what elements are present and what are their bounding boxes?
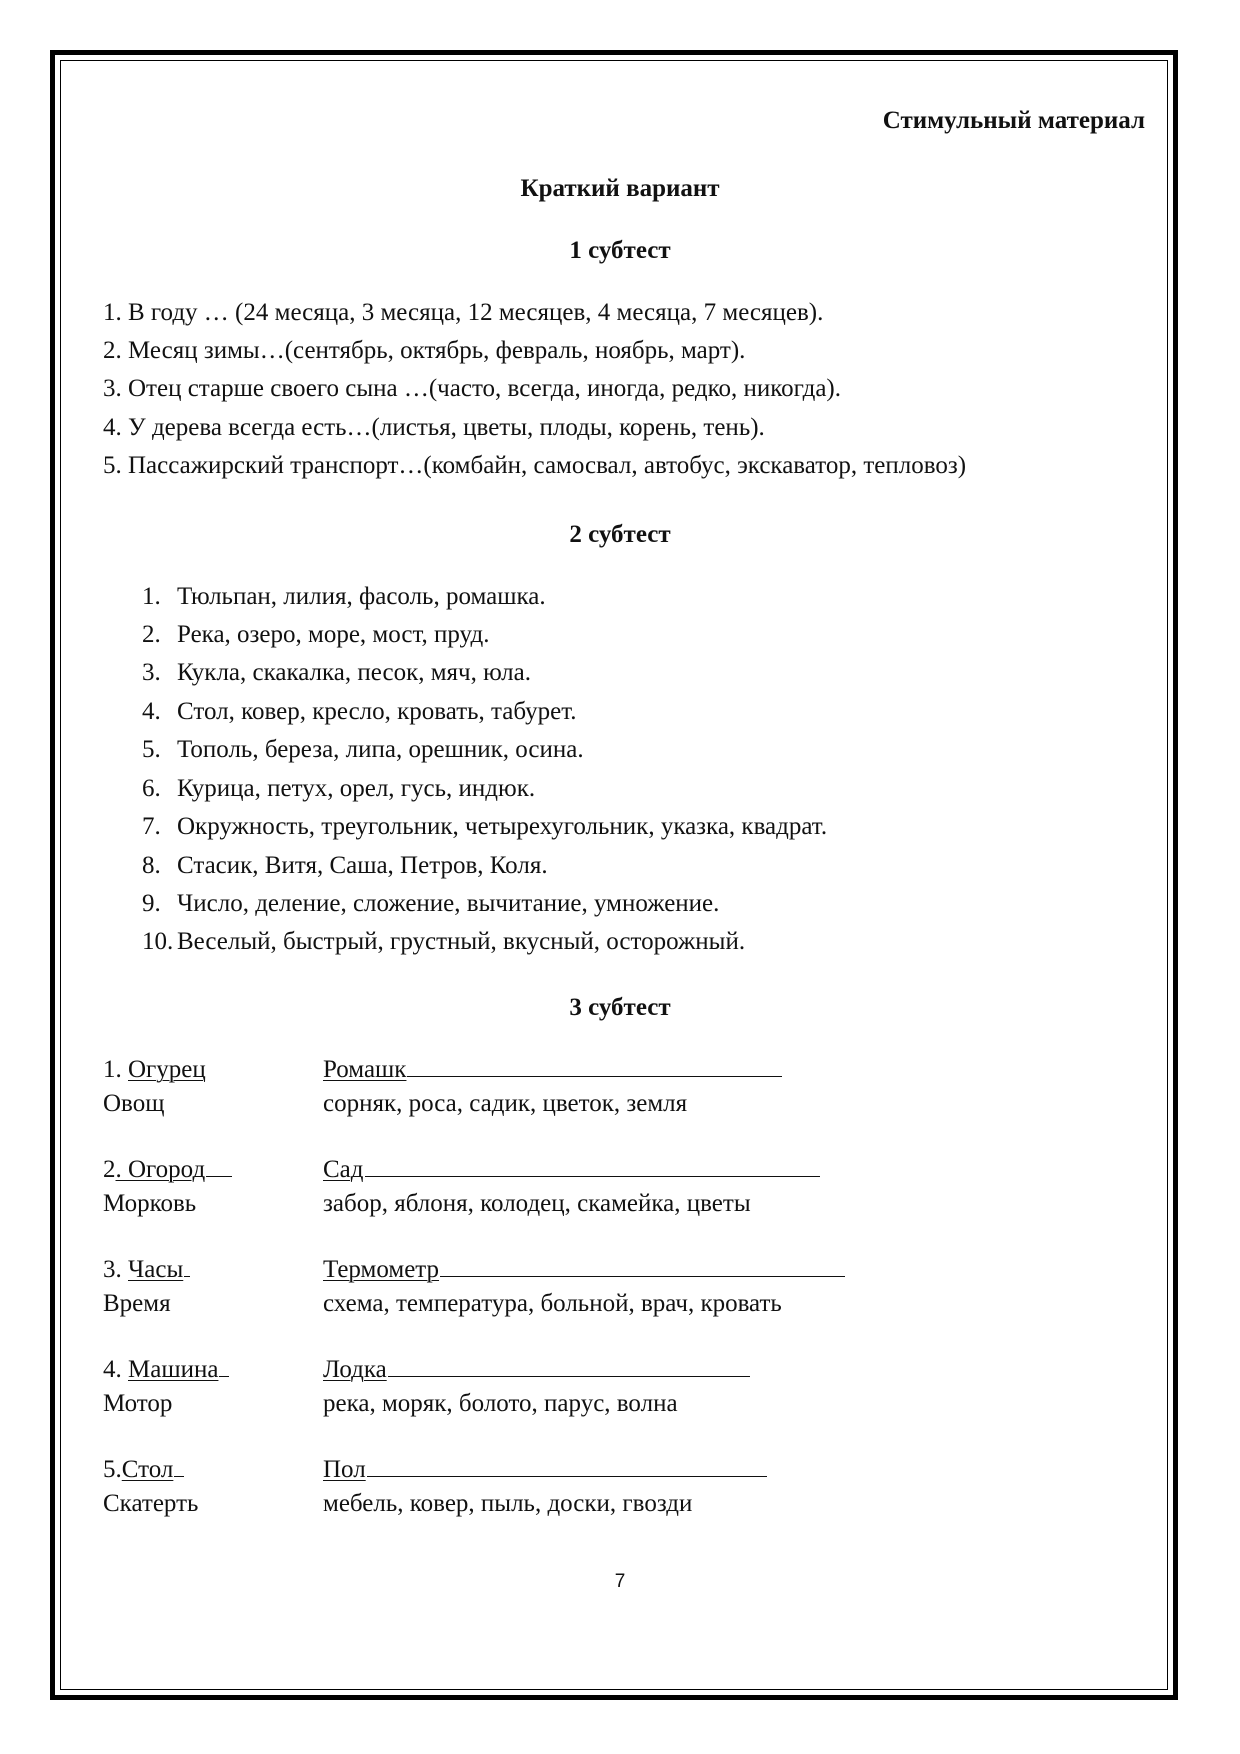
analogy-target <box>323 1055 782 1085</box>
subtest-1-item: 5. Пассажирский транспорт…(комбайн, самосвал, автобус, экскаватор, тепловоз) <box>103 452 967 479</box>
analogy-target <box>323 1355 750 1385</box>
page-number: 7 <box>614 1571 626 1592</box>
analogy-pair: Овощ <box>103 1090 165 1117</box>
subtest-3-title: 3 субтест <box>569 994 671 1021</box>
subtest-1-item: 4. У дерева всегда есть…(листья, цветы, плоды, корень, тень). <box>103 414 765 441</box>
underline-tail <box>206 1176 232 1177</box>
item-text: Стасик, Витя, Саша, Петров, Коля. <box>177 852 548 879</box>
analogy-source-word: Машина <box>128 1356 219 1383</box>
answer-blank-line <box>367 1476 767 1477</box>
header-title: Стимульный материал <box>882 107 1145 134</box>
item-number: 2. <box>142 621 161 648</box>
analogy-number: 2 <box>103 1156 116 1183</box>
analogy-options: сорняк, роса, садик, цветок, земля <box>323 1090 688 1117</box>
item-text: Кукла, скакалка, песок, мяч, юла. <box>177 659 532 686</box>
item-text: Стол, ковер, кресло, кровать, табурет. <box>177 698 577 725</box>
subtest-1-item: 3. Отец старше своего сына …(часто, всегда, иногда, редко, никогда). <box>103 375 842 402</box>
analogy-target-word: Пол <box>323 1456 366 1483</box>
analogy-options: мебель, ковер, пыль, доски, гвозди <box>323 1490 693 1517</box>
underline-tail <box>174 1476 184 1477</box>
item-number: 10. <box>142 928 174 955</box>
analogy-options: река, моряк, болото, парус, волна <box>323 1390 678 1417</box>
item-number: 6. <box>142 775 161 802</box>
analogy-target-word: Сад <box>323 1156 364 1183</box>
variant-title: Краткий вариант <box>520 175 720 202</box>
item-number: 3. <box>142 659 161 686</box>
item-text: Число, деление, сложение, вычитание, умножение. <box>177 890 720 917</box>
analogy-options: схема, температура, больной, врач, кровать <box>323 1290 782 1317</box>
analogy-word <box>103 1155 232 1185</box>
analogy-target <box>323 1455 767 1485</box>
item-number: 4. <box>142 698 161 725</box>
item-text: Тюльпан, лилия, фасоль, ромашка. <box>177 583 546 610</box>
item-number: 5. <box>142 736 161 763</box>
subtest-1-item: 2. Месяц зимы…(сентябрь, октябрь, февраль, ноябрь, март). <box>103 337 746 364</box>
underline-tail <box>184 1276 190 1277</box>
analogy-word <box>103 1455 184 1485</box>
item-number: 7. <box>142 813 161 840</box>
analogy-target <box>323 1255 845 1285</box>
analogy-number: 1. <box>103 1056 128 1083</box>
analogy-pair: Время <box>103 1290 171 1317</box>
analogy-word <box>103 1055 206 1085</box>
answer-blank-line <box>388 1376 750 1377</box>
analogy-source-word: Огурец <box>128 1056 206 1083</box>
item-number: 9. <box>142 890 161 917</box>
analogy-pair: Морковь <box>103 1190 197 1217</box>
analogy-target <box>323 1155 820 1185</box>
item-number: 1. <box>142 583 161 610</box>
answer-blank-line <box>407 1076 782 1077</box>
item-text: Веселый, быстрый, грустный, вкусный, осторожный. <box>177 928 746 955</box>
analogy-source-word: Стол <box>121 1456 174 1483</box>
subtest-2-title: 2 субтест <box>569 521 671 548</box>
analogy-pair: Мотор <box>103 1390 173 1417</box>
analogy-source-word: Часы <box>128 1256 184 1283</box>
analogy-options: забор, яблоня, колодец, скамейка, цветы <box>323 1190 751 1217</box>
analogy-word <box>103 1255 190 1285</box>
item-text: Окружность, треугольник, четырехугольник, указка, квадрат. <box>177 813 828 840</box>
underline-tail <box>219 1376 229 1377</box>
analogy-number: 5. <box>103 1456 122 1483</box>
answer-blank-line <box>440 1276 845 1277</box>
answer-blank-line <box>365 1176 820 1177</box>
analogy-number: 4. <box>103 1356 128 1383</box>
item-text: Река, озеро, море, мост, пруд. <box>177 621 490 648</box>
analogy-pair: Скатерть <box>103 1490 199 1517</box>
item-text: Курица, петух, орел, гусь, индюк. <box>177 775 536 802</box>
subtest-1-title: 1 субтест <box>569 237 671 264</box>
subtest-1-item: 1. В году … (24 месяца, 3 месяца, 12 месяцев, 4 месяца, 7 месяцев). <box>103 299 824 326</box>
analogy-target-word: Термометр <box>323 1256 440 1283</box>
item-text: Тополь, береза, липа, орешник, осина. <box>177 736 584 763</box>
item-number: 8. <box>142 852 161 879</box>
analogy-target-word: Лодка <box>323 1356 387 1383</box>
analogy-target-word: Ромашк <box>323 1056 407 1083</box>
analogy-number: 3. <box>103 1256 128 1283</box>
analogy-source-word: . Огород <box>115 1156 206 1183</box>
analogy-word <box>103 1355 229 1385</box>
